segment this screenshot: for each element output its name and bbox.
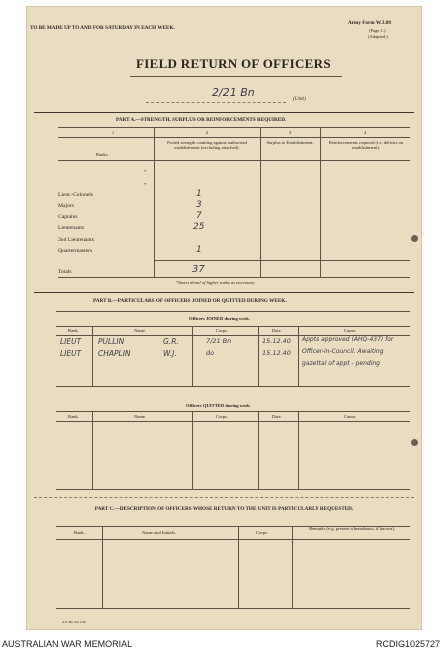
corps-cell: do (206, 349, 215, 357)
header-remarks: Remarks (e.g. present whereabouts, if known). (309, 526, 395, 531)
header-rank: Rank. (74, 530, 85, 535)
punch-hole (411, 235, 418, 242)
joined-title: Officers JOINED during week. (189, 316, 250, 321)
posted-value: 25 (193, 222, 205, 232)
rank-label: Captains (58, 214, 78, 220)
header-date: Date. (272, 328, 282, 333)
header-name: Name. (134, 328, 147, 333)
page-title: FIELD RETURN OF OFFICERS (136, 56, 331, 71)
totals-value: 37 (192, 264, 205, 275)
col-number-1: 1 (111, 130, 115, 135)
punch-hole (411, 439, 418, 446)
header-cause: Cause. (344, 414, 357, 419)
posted-value: 1 (196, 189, 202, 199)
initials-cell: W.J. (163, 349, 177, 358)
part-b-title: PART B.—PARTICULARS OF OFFICERS JOINED OR QUITTED DURING WEEK. (93, 298, 287, 304)
surname-cell: PULLIN (98, 337, 125, 346)
cause-cell: Appts approved (AHQ-437) for (302, 336, 394, 343)
col-number-2: 2 (205, 130, 209, 135)
posted-value: 1 (196, 245, 202, 255)
header-corps: Corps. (256, 530, 269, 535)
quitted-title: Officers QUITTED during week. (186, 403, 251, 408)
col-header-posted: Posted strength counting against authorised establishment (excluding attached). (167, 140, 247, 150)
rank-label: Lieut.-Colonels (58, 192, 93, 198)
rank-cell: LIEUT (60, 349, 82, 358)
part-c-title: PART C.—DESCRIPTION OF OFFICERS WHOSE RETURN TO THE UNIT IS PARTICULARLY REQUESTED. (94, 506, 354, 512)
col-header-reinforcements: Reinforcements required (i.e. deficits on establishment). (328, 140, 404, 150)
rank-label: 2nd Lieutenants (58, 237, 94, 243)
footnote: *Insert detail of higher ranks as necessary. (176, 280, 256, 285)
rank-label: Quartermasters (58, 248, 93, 254)
rank-label: Majors (58, 203, 74, 209)
archive-reference: RCDIG1025727 (376, 639, 441, 649)
header-corps: Corps. (216, 328, 229, 333)
adapted-note: (Adapted.) (368, 34, 388, 39)
posted-value: 7 (196, 211, 202, 221)
header-corps: Corps. (216, 414, 229, 419)
archive-credit: AUSTRALIAN WAR MEMORIAL (2, 639, 133, 649)
date-cell: 15.12.40 (262, 349, 291, 357)
header-name-initials: Name and Initials. (142, 530, 176, 535)
unit-value: 2/21 Bn (212, 86, 255, 99)
col-header-surplus: Surplus to Establishment. (266, 140, 314, 145)
printer-mark: A.F. Bn 10a 2/40 (62, 620, 86, 624)
col-number-4: 4 (363, 130, 367, 135)
header-rank: Rank. (68, 414, 79, 419)
part-a-title: PART A.—STRENGTH, SURPLUS OR REINFORCEMENTS REQUIRED. (116, 117, 287, 123)
col-header-ranks: Ranks. (96, 152, 109, 157)
corps-cell: 7/21 Bn (206, 337, 232, 345)
header-cause: Cause. (344, 328, 357, 333)
date-cell: 15.12.40 (262, 337, 291, 345)
header-rank: Rank. (68, 328, 79, 333)
rank-label: Lieutenants (58, 225, 85, 231)
asterisk-2: * (144, 182, 147, 187)
form-reference: Army Form W.3.08 (348, 20, 391, 26)
header-name: Name. (134, 414, 147, 419)
col-number-3: 3 (288, 130, 292, 135)
asterisk-1: * (144, 169, 147, 174)
initials-cell: G.R. (163, 337, 179, 346)
totals-label: Totals (58, 269, 72, 275)
page-number: (Page 1.) (369, 28, 386, 33)
instruction-text: TO BE MADE UP TO AND FOR SATURDAY IN EACH WEEK. (30, 25, 175, 31)
rank-cell: LIEUT (60, 337, 82, 346)
header-date: Date. (272, 414, 282, 419)
document-sheet (26, 6, 422, 630)
surname-cell: CHAPLIN (98, 349, 131, 358)
cause-continuation: gazettal of appt - pending (302, 360, 380, 367)
unit-label: (Unit) (293, 96, 306, 102)
posted-value: 3 (196, 200, 202, 210)
cause-cell: Officer-in-Council. Awaiting (302, 348, 384, 355)
